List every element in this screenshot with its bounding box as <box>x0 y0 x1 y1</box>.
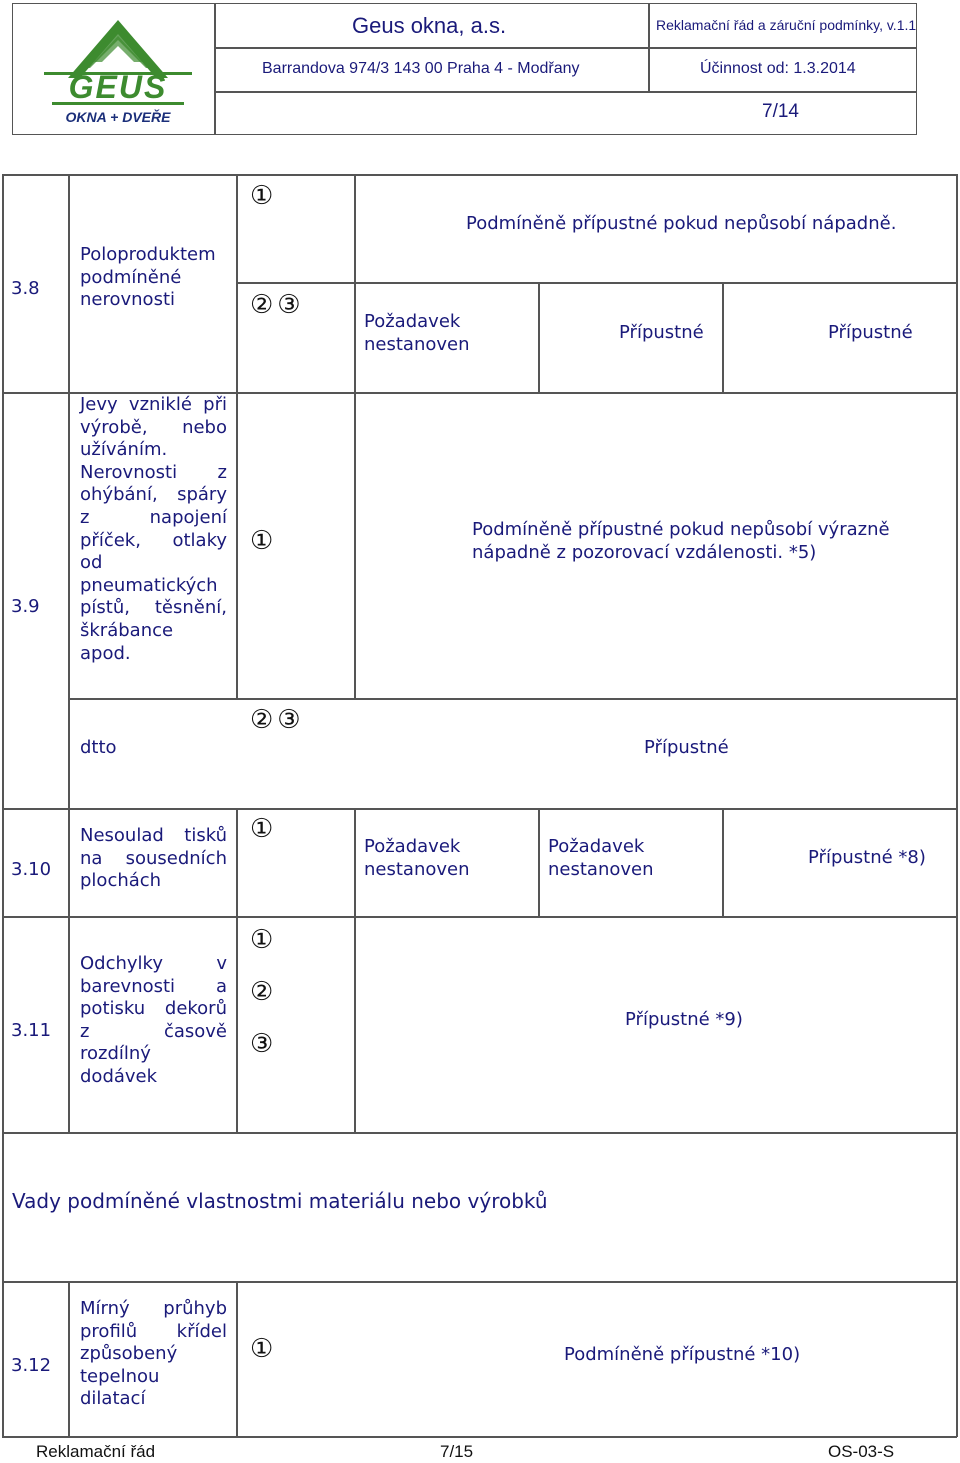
requirement-cell: Požadavek nestanoven <box>364 836 470 880</box>
section-heading: Vady podmíněné vlastnostmi materiálu nebo výrobků <box>12 1189 548 1213</box>
permitted-cell: Přípustné *8) <box>808 847 926 868</box>
requirement-cell: Požadavek nestanoven <box>364 311 470 355</box>
class-1-symbol: ① <box>250 925 274 955</box>
condition-text: Podmíněně přípustné *10) <box>564 1344 801 1365</box>
permitted-cell: Přípustné <box>644 737 729 758</box>
class-2-3-symbol: ②③ <box>250 705 305 735</box>
effective-date: Účinnost od: 1.3.2014 <box>700 60 856 77</box>
condition-text: Podmíněně přípustné pokud nepůsobí výrazně nápadně z pozorovací vzdálenosti. *5) <box>472 519 890 563</box>
company-name: Geus okna, a.s. <box>352 13 507 38</box>
row-number: 3.10 <box>11 859 52 880</box>
dtto-label: dtto <box>80 737 117 758</box>
description-line: podmíněné <box>80 266 182 288</box>
class-1-symbol: ① <box>250 526 274 556</box>
class-2-3-symbol: ②③ <box>250 290 305 320</box>
logo-wordmark: GEUS <box>68 69 168 105</box>
permitted-cell: Přípustné <box>619 322 704 343</box>
permitted-cell: Přípustné <box>828 322 913 343</box>
header-page-number: 7/14 <box>762 101 799 122</box>
class-1-symbol: ① <box>250 181 274 211</box>
permitted-cell: Přípustné *9) <box>625 1009 743 1030</box>
condition-text: Podmíněně přípustné pokud nepůsobí nápadně. <box>466 213 897 234</box>
row-number: 3.12 <box>11 1355 52 1376</box>
row-description: Nesoulad tisků na sousedních plochách <box>80 825 227 892</box>
row-description <box>80 244 230 312</box>
row-number: 3.8 <box>11 278 40 299</box>
class-1-symbol: ① <box>250 1334 274 1364</box>
row-number: 3.11 <box>11 1020 52 1041</box>
company-logo <box>28 10 208 128</box>
document-title: Reklamační řád a záruční podmínky, v.1.1 <box>656 17 917 33</box>
class-2-symbol: ② <box>250 977 274 1007</box>
footer-doc-code: OS-03-S <box>828 1442 895 1461</box>
requirement-cell: Požadavek nestanoven <box>548 836 654 880</box>
footer-page-number: 7/15 <box>440 1442 474 1461</box>
class-3-symbol: ③ <box>250 1029 274 1059</box>
row-description: Odchylky v barevnosti a potisku dekorů z časově rozdílný dodávek <box>80 953 227 1087</box>
description-line: Poloproduktem <box>80 244 216 265</box>
logo-subtitle: OKNA + DVEŘE <box>65 109 171 125</box>
row-description: Mírný průhyb profilů křídel způsobený tepelnou dilatací <box>80 1298 227 1410</box>
row-number: 3.9 <box>11 596 40 617</box>
row-description: Jevy vzniklé při výrobě, nebo užíváním. Nerovnosti z ohýbání, spáry z napojení příček, otlaky od pneumatických pístů, těsnění, škrábance apod. <box>80 394 227 664</box>
class-1-symbol: ① <box>250 814 274 844</box>
footer-left: Reklamační řád <box>36 1442 156 1461</box>
company-address: Barrandova 974/3 143 00 Praha 4 - Modřany <box>262 60 580 77</box>
description-line: nerovnosti <box>80 289 176 311</box>
